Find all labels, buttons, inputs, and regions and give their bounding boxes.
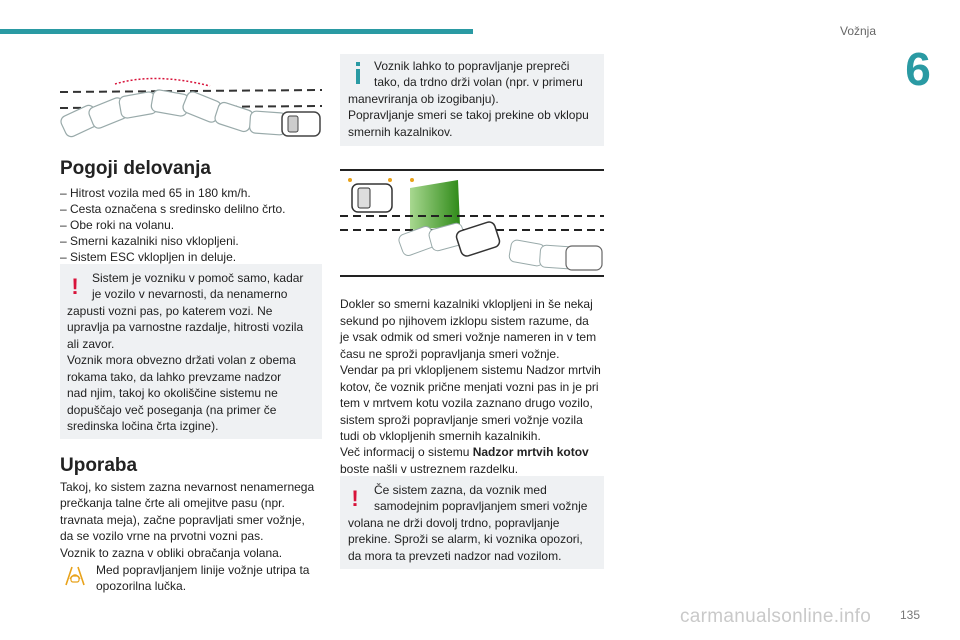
heading-operating-conditions: Pogoji delovanja	[60, 158, 211, 179]
condition-item: – Sistem ESC vklopljen in deluje.	[60, 250, 237, 264]
blind-spot-illustration	[340, 168, 604, 280]
warning-exclamation-icon: !	[351, 486, 359, 511]
usage-line: Takoj, ko sistem zazna nevarnost nenamernega	[60, 480, 315, 494]
header-accent-bar	[0, 29, 473, 34]
usage-line: da se vozilo vrne na prvotni vozni pas.	[60, 529, 264, 543]
info-line: Popravljanje smeri se takoj prekine ob vklopu	[348, 108, 589, 122]
warning-line: upravlja pa varnostne razdalje, hitrosti vozila	[67, 320, 304, 334]
warning-line: dopuščajo več poseganja (na primer če	[67, 403, 277, 417]
info-line: Voznik lahko to popravljanje prepreči	[374, 59, 570, 73]
warning-line: nad njim, takoj ko okoliščine sistemu ne	[67, 386, 278, 400]
heading-usage: Uporaba	[60, 455, 138, 476]
reference-line	[340, 444, 589, 461]
body-line: kotov, če voznik prične menjati vozni pas in je pri	[340, 380, 599, 394]
reference-suffix: boste našli v ustreznem razdelku.	[340, 462, 519, 476]
usage-line: travnata meja), začne popravljati smer vožnje,	[60, 513, 305, 527]
warning-line: samodejnim popravljanjem smeri vožnje	[374, 499, 588, 513]
section-title: Vožnja	[839, 24, 877, 38]
reference-prefix: Več informacij o sistemu	[340, 445, 473, 459]
lane-departure-lamp-icon	[62, 563, 88, 587]
warning-note-left	[60, 264, 322, 439]
condition-item: – Cesta označena s sredinsko delilno črto.	[60, 202, 286, 216]
warning-line: da mora ta prevzeti nadzor nad vozilom.	[348, 549, 562, 563]
body-line: sistem sproži popravljanje smeri vožnje vozila	[340, 413, 583, 427]
info-line: manevriranja ob izogibanju).	[348, 92, 499, 106]
condition-item: – Obe roki na volanu.	[60, 218, 175, 232]
body-line: Dokler so smerni kazalniki vklopljeni in še nekaj	[340, 297, 593, 311]
info-line: tako, da trdno drži volan (npr. v primeru	[374, 75, 583, 89]
watermark: carmanualsonline.info	[680, 606, 872, 627]
warning-line: volana ne drži dovolj trdno, popravljanje	[348, 516, 560, 530]
body-line: tem v mrtvem kotu vozila zaznano drugo vozilo,	[340, 396, 593, 410]
warning-line: Če sistem zazna, da voznik med	[374, 483, 547, 497]
blind-spot-zone	[410, 180, 460, 230]
page-number: 135	[900, 608, 921, 622]
lamp-line: Med popravljanjem linije vožnje utripa ta	[96, 563, 310, 577]
usage-line: Voznik to zazna v obliki obračanja volana.	[60, 546, 283, 560]
chapter-number: 6	[905, 43, 931, 95]
warning-line: Voznik mora obvezno držati volan z obema	[67, 353, 296, 367]
info-line: smernih kazalnikov.	[348, 125, 453, 139]
info-icon	[353, 62, 363, 84]
condition-item: – Smerni kazalniki niso vklopljeni.	[60, 234, 239, 248]
warning-line: sredinska ločina črta izgine).	[67, 419, 219, 433]
warning-line: prekine. Sproži se alarm, ki voznika opozori,	[348, 532, 583, 546]
lamp-line: opozorilna lučka.	[96, 579, 187, 593]
warning-note-mid	[340, 476, 604, 569]
body-line: je vsak odmik od smeri vožnje nameren in v tem	[340, 330, 597, 344]
warning-line: Sistem je vozniku v pomoč samo, kadar	[92, 271, 304, 285]
body-line: sekund po njihovem izklopu sistem razume, da	[340, 314, 589, 328]
body-line: tudi ob vklopljenih smernih kazalnikih.	[340, 429, 541, 443]
warning-exclamation-icon: !	[71, 274, 79, 299]
info-note	[340, 54, 604, 146]
reference-bold-link: Nadzor mrtvih kotov	[472, 445, 589, 459]
warning-line: zapusti vozni pas, po katerem vozi. Ne	[67, 304, 273, 318]
warning-line: je vozilo v nevarnosti, da nenamerno	[92, 287, 288, 301]
warning-line: rokama tako, da lahko prevzame nadzor	[67, 370, 282, 384]
lane-keeping-illustration	[60, 72, 322, 144]
body-line: Vendar pa pri vklopljenem sistemu Nadzor mrtvih	[340, 363, 601, 377]
warning-line: ali zavor.	[67, 337, 115, 351]
body-line: času ne sproži popravljanja smeri vožnje.	[340, 347, 560, 361]
usage-line: prečkanja talne črte ali omejitve pasu (npr.	[60, 496, 285, 510]
condition-item: – Hitrost vozila med 65 in 180 km/h.	[60, 186, 251, 200]
